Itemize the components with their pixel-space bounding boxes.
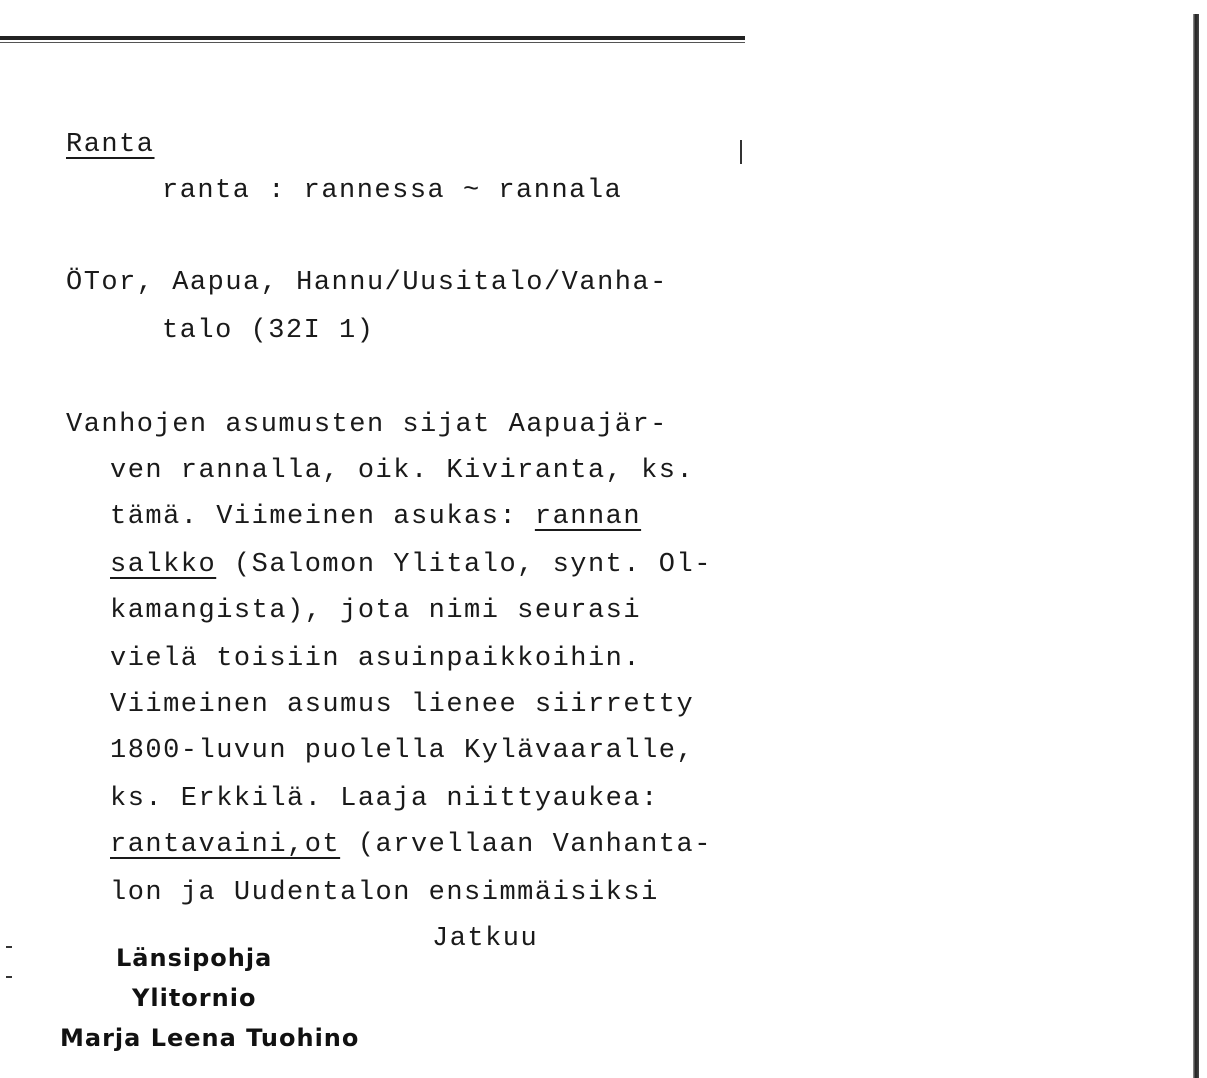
margin-mark: [740, 140, 742, 164]
place-name-underlined: rannan: [534, 502, 642, 532]
entry-heading: Ranta: [66, 130, 155, 160]
margin-mark: [6, 946, 12, 948]
body-line: Viimeinen asumus lienee siirretty: [110, 690, 695, 720]
continues-label: Jatkuu: [432, 924, 539, 954]
body-text: (Salomon Ylitalo, synt. Ol-: [216, 550, 712, 580]
body-line: ven rannalla, oik. Kiviranta, ks.: [110, 456, 695, 486]
body-line: vielä toisiin asuinpaikkoihin.: [110, 644, 642, 674]
source-line-2: talo (32I 1): [162, 316, 375, 346]
stamp-collector: Marja Leena Tuohino: [60, 1024, 360, 1052]
source-line-1: ÖTor, Aapua, Hannu/Uusitalo/Vanha-: [66, 268, 668, 298]
stamp-region: Länsipohja: [116, 944, 273, 972]
body-line: ks. Erkkilä. Laaja niittyaukea:: [110, 784, 659, 814]
inflected-forms: ranta : rannessa ~ rannala: [162, 176, 623, 206]
top-border-line-thin: [0, 42, 745, 43]
body-line: [110, 830, 712, 860]
stamp-parish: Ylitornio: [132, 984, 257, 1012]
body-line: [110, 502, 641, 532]
place-name-underlined: salkko: [110, 550, 217, 580]
body-line: Vanhojen asumusten sijat Aapuajär-: [66, 410, 668, 440]
card-right-edge: [1193, 14, 1199, 1078]
body-line: kamangista), jota nimi seurasi: [110, 596, 642, 626]
top-border-line: [0, 36, 745, 40]
body-line: 1800-luvun puolella Kylävaaralle,: [110, 736, 695, 766]
body-line: lon ja Uudentalon ensimmäisiksi: [110, 878, 659, 908]
margin-mark: [6, 976, 12, 978]
body-line: [110, 550, 712, 580]
body-text: tämä. Viimeinen asukas:: [110, 502, 535, 532]
body-text: (arvellaan Vanhanta-: [340, 830, 712, 860]
place-name-underlined: rantavaini,ot: [110, 830, 341, 860]
